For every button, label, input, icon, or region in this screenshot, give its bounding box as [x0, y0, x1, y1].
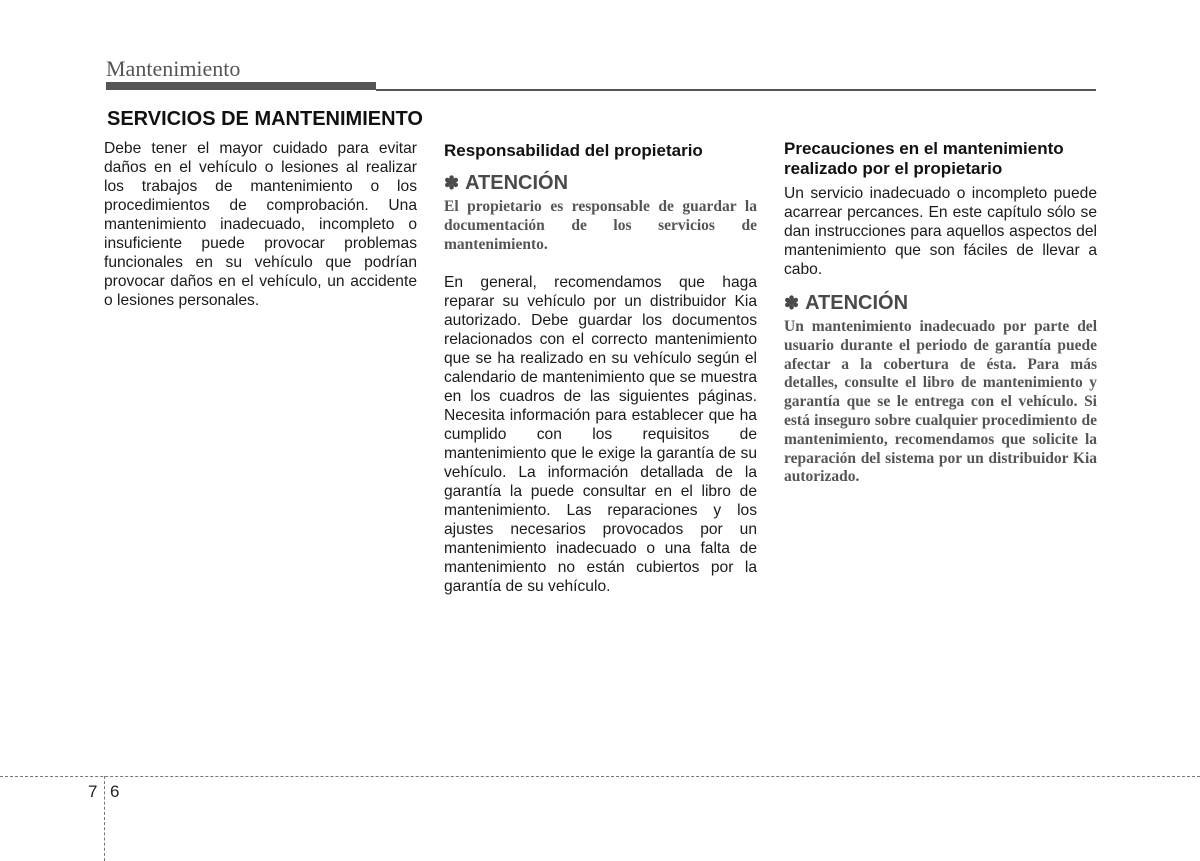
owner-responsibility-paragraph: En general, recomendamos que haga reparar su vehículo por un distribuidor Kia autorizado. Debe guardar los documentos relacionados con el correcto mantenimiento que se ha realizado en su vehículo según el calendario de mantenimiento que se muestra en los cuadros de las siguientes páginas. Necesita información para establecer que ha cumplido con los requisitos de mantenimiento que le exige la garantía de su vehículo. La información detallada de la garantía la puede consultar en el libro de mantenimiento. Las reparaciones y los ajustes necesarios provocados por un mantenimiento inadecuado o una falta de mantenimiento no están cubiertos por la garantía de su vehículo. — [444, 274, 757, 596]
warning-heading — [444, 171, 757, 195]
warning-text: El propietario es responsable de guardar la documentación de los servicios de mantenimiento. — [444, 198, 757, 253]
header-rule-thick — [106, 82, 376, 90]
warning-text: Un mantenimiento inadecuado por parte del usuario durante el periodo de garantía puede afectar a la cobertura de ésta. Para más detalles, consulte el libro de mantenimiento y garantía que se le entrega con el vehículo. Si está inseguro sobre cualquier procedimiento de mantenimiento, recomendamos que solicite la reparación del sistema por un distribuidor Kia autorizado. — [784, 318, 1097, 486]
section-title: SERVICIOS DE MANTENIMIENTO — [107, 108, 423, 130]
column-2 — [444, 139, 757, 596]
warning-title: ATENCIÓN — [465, 172, 569, 194]
intro-paragraph: Debe tener el mayor cuidado para evitar daños en el vehículo o lesiones al realizar los trabajos de mantenimiento o los procedimientos de comprobación. Una mantenimiento inadecuado, incompleto o insuficiente puede provocar problemas funcionales en su vehículo que podrían provocar daños en el vehículo, un accidente o lesiones personales. — [104, 140, 417, 309]
warning-heading — [784, 291, 1097, 315]
footer-dashed-divider — [104, 776, 105, 861]
owner-responsibility-heading: Responsabilidad del propietario — [444, 141, 703, 160]
warning-star-icon: ✽ — [784, 293, 800, 313]
header-rule-thin — [376, 89, 1096, 91]
page-header-title: Mantenimiento — [106, 56, 241, 81]
page-chapter-number: 7 — [88, 782, 98, 801]
owner-maintenance-precautions-heading: Precauciones en el mantenimiento realizado por el propietario — [784, 139, 1064, 178]
warning-title: ATENCIÓN — [805, 292, 909, 314]
column-3 — [784, 139, 1097, 487]
warning-star-icon: ✽ — [444, 173, 460, 193]
page-number: 6 — [110, 782, 120, 801]
column-1 — [104, 139, 417, 310]
footer-dashed-rule — [0, 776, 1200, 777]
owner-maintenance-paragraph: Un servicio inadecuado o incompleto puede acarrear percances. En este capítulo sólo se dan instrucciones para aquellos aspectos del mantenimiento que son fáciles de llevar a cabo. — [784, 185, 1097, 278]
